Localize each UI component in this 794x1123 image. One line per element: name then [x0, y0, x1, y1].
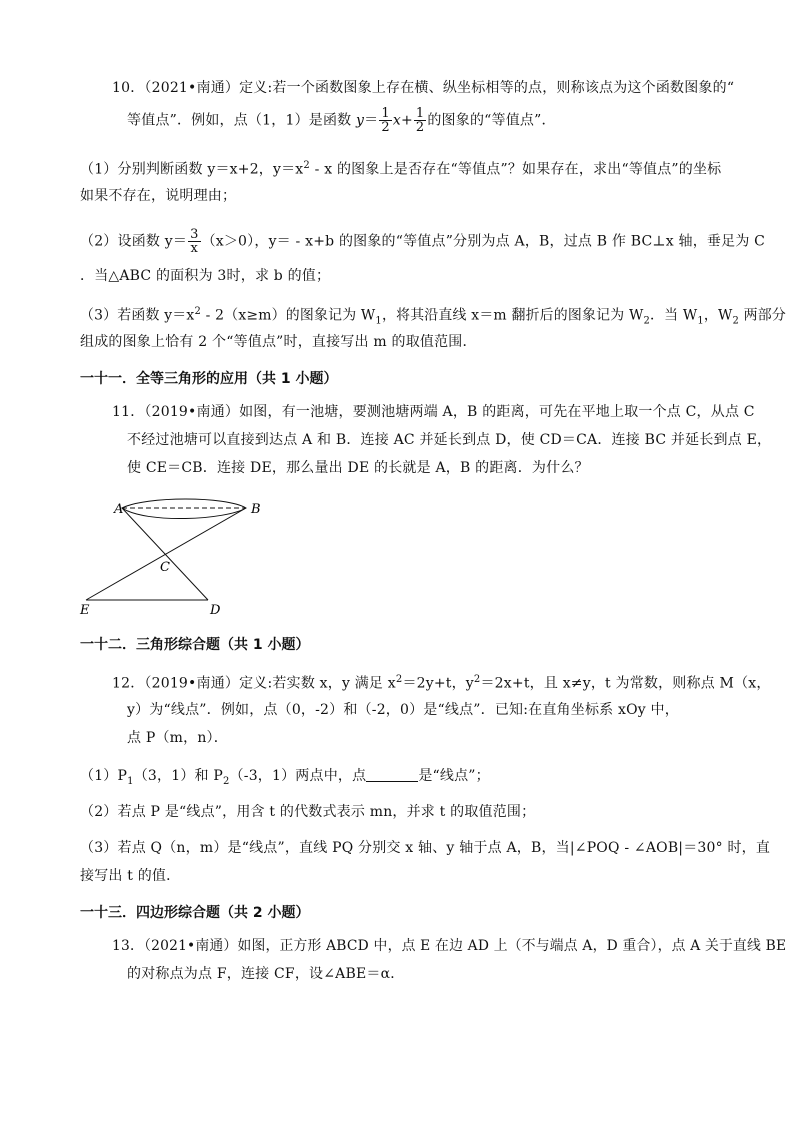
- q11-line1: 11．（2019•南通）如图，有一池塘，要测池塘两端 A，B 的距离，可先在平地上取一个点 C，从点 C: [112, 404, 755, 420]
- q13-line1: 13．（2021•南通）如图，正方形 ABCD 中，点 E 在边 AD 上（不与端点 A，D 重合），点 A 关于直线 BE: [112, 938, 787, 954]
- q10-fraction-3-over-x: $\frac{3}{x}$: [190, 227, 199, 256]
- q10-intro-line1: 10．（2021•南通）定义:若一个函数图象上存在横、纵坐标相等的点，则称该点为这个函数图象的“: [112, 80, 735, 96]
- q11-line3: 使 CE＝CB．连接 DE，那么量出 DE 的长就是 A，B 的距离．为什么？: [127, 460, 589, 476]
- q12-part1: $(1)P_1(3$，1）和 $P_2(-3$，1）两点中，点 是“线点”；: [80, 768, 490, 787]
- label-e: E: [80, 603, 90, 618]
- q12-part3-line1: （3）若点 Q（n，m）是“线点”，直线 PQ 分别交 x 轴、y 轴于点 A，B，当|∠POQ - ∠AOB|＝30° 时，直: [80, 840, 771, 856]
- q10-intro-text: 等值点”．例如，点（1，1）是函数: [127, 112, 357, 129]
- segment-be: [86, 508, 246, 600]
- q12-line1: 12．（2019•南通）定义:若实数 x，y 满足 $x^2=2y+t$，$y^2=2x+t$，且 x≠y，t 为常数，则称点 M（x，: [112, 674, 771, 692]
- q10-part3-line1: （3）若函数 $y=x^2 - 2(x\ge m)$的图象记为 $W_1$，将其沿直线 x＝m 翻折后的图象记为 $W_2$．当 $W_1$，$W_2$ 两部分: [80, 306, 787, 327]
- q12-part3-line2: 接写出 t 的值．: [80, 868, 181, 884]
- answer-blank[interactable]: [366, 767, 418, 782]
- q10-var-y: y: [356, 112, 365, 129]
- q12-part2: （2）若点 P 是“线点”，用含 t 的代数式表示 mn，并求 t 的取值范围；: [80, 804, 536, 820]
- q10-part1-line2: 如果不存在，说明理由；: [80, 188, 237, 204]
- label-a: A: [114, 502, 124, 517]
- q10-fraction-half-a: $\frac{1}{2}$: [381, 106, 390, 135]
- pond-diagram: [76, 494, 276, 618]
- q13-line2: 的对称点为点 F，连接 CF，设∠ABE＝α．: [127, 966, 405, 982]
- q10-part3-line2: 组成的图象上恰有 2 个“等值点”时，直接写出 m 的取值范围．: [80, 334, 477, 350]
- q10-var-x: x: [392, 112, 401, 129]
- q10-part1-line1: （1）分别判断函数 y＝x+2，$y=x^2 - x$ 的图象上是否存在“等值点”？如果存在，求出“等值点”的坐标: [80, 160, 722, 178]
- label-d: D: [210, 603, 221, 618]
- q10-fraction-half-b: $\frac{1}{2}$: [415, 106, 425, 135]
- q11-line2: 不经过池塘可以直接到达点 A 和 B．连接 AC 并延长到点 D，使 CD＝CA．连接 BC 并延长到点 E，: [127, 432, 772, 448]
- section-heading-11: 一十一．全等三角形的应用（共 1 小题）: [80, 371, 338, 387]
- section-heading-12: 一十二．三角形综合题（共 1 小题）: [80, 637, 310, 653]
- q10-eq: ＝: [364, 112, 379, 129]
- section-heading-13: 一十三．四边形综合题（共 2 小题）: [80, 905, 310, 921]
- pond-shape: [122, 499, 246, 519]
- q10-intro-line2: [127, 107, 556, 134]
- q10-intro-tail: 的图象的“等值点”．: [427, 112, 556, 129]
- q10-part2-line1: （2）设函数 y＝ $\frac{3}{x}$ （x＞0），y＝ - x+b 的图象的“等值点”分别为点 A，B，过点 B 作 BC⊥x 轴，垂足为 C: [80, 227, 766, 256]
- q10-plus: +: [400, 112, 413, 129]
- q10-part2-line2: ．当△ABC 的面积为 3时，求 b 的值；: [80, 268, 331, 284]
- q12-line3: 点 P（m，n）．: [127, 730, 228, 746]
- q12-line2: y）为“线点”．例如，点（0，-2）和（-2，0）是“线点”．已知:在直角坐标系 xOy 中，: [127, 702, 679, 718]
- label-b: B: [251, 502, 261, 517]
- label-c: C: [160, 560, 170, 575]
